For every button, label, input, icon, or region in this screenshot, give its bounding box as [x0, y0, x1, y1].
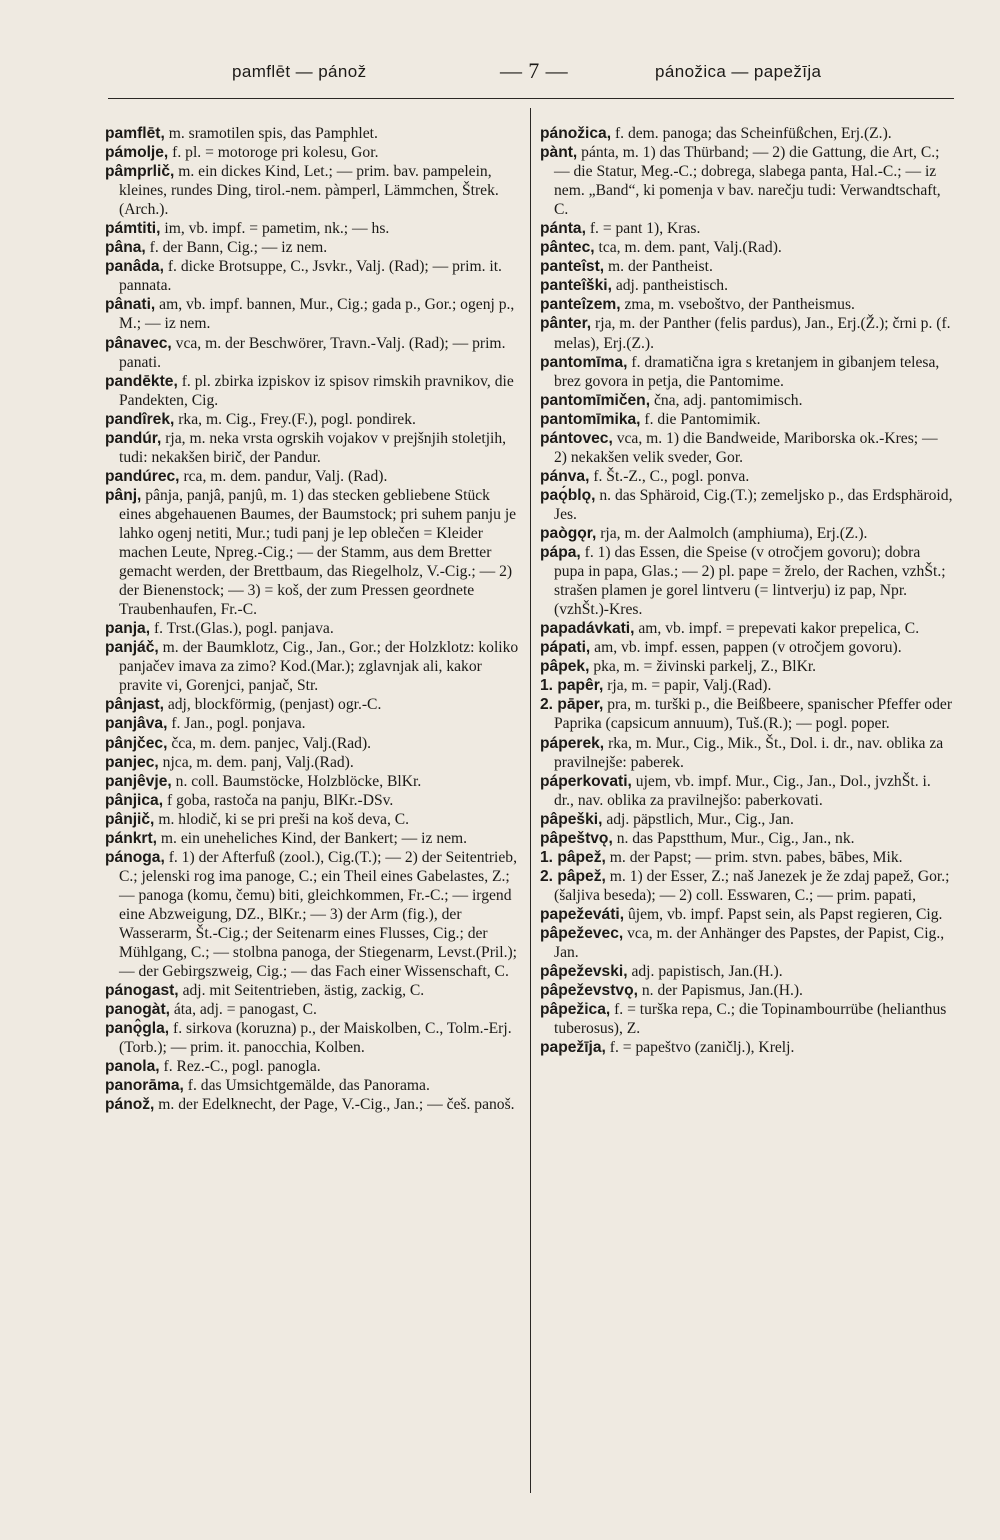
dictionary-entry: [105, 238, 519, 257]
entry-headword: pànt,: [540, 144, 578, 162]
entry-headword: pánta,: [540, 220, 586, 238]
entry-headword: papežīja,: [540, 1039, 606, 1057]
dictionary-entry: [105, 734, 519, 753]
entry-definition: n. das Sphäroid, Cig.(T.); zemeljsko p., das Erdsphäroid, Jes.: [554, 486, 953, 523]
entry-headword: pánožica,: [540, 125, 612, 142]
column-divider: [530, 108, 531, 1493]
entry-headword: panola,: [105, 1058, 160, 1076]
dictionary-entry: [540, 772, 954, 810]
entry-definition: ûjem, vb. impf. Papst sein, als Papst regieren, Cig.: [627, 905, 943, 923]
entry-headword: 1. papêr,: [540, 677, 604, 695]
entry-headword: panâda,: [105, 258, 164, 276]
entry-definition: am, vb. impf. bannen, Mur., Cig.; gada p., Gor.; ogenj p., M.; — iz nem.: [119, 296, 515, 333]
dictionary-entry: [540, 962, 954, 981]
dictionary-entry: [105, 829, 519, 848]
dictionary-entry: [540, 638, 954, 657]
dictionary-entry: [105, 486, 519, 619]
dictionary-entry: [105, 429, 519, 467]
dictionary-entry: [105, 1019, 519, 1057]
entry-headword: pánkrt,: [105, 829, 157, 847]
dictionary-entry: [105, 295, 519, 333]
entry-definition: am, vb. impf. essen, pappen (v otročjem govoru).: [594, 639, 902, 657]
entry-definition: pânja, panjâ, panjû, m. 1) das stecken gebliebene Stück eines abgehauenen Baumes, der Baumstock; pri suhem panju je lahko ogenj netiti, Mur.; tudi panj je lep oblečen = Kleider machen Leute, Npreg.-Cig.; — der Stamm, aus dem Bretter gemacht werden, der Brettbaum, das Riegelholz, V.-Cig.; — 2) der Bienenstock; — 3) = koš, der zum Pressen geordnete Traubenhaufen, Fr.-C.: [119, 486, 517, 619]
dictionary-entry: [540, 924, 954, 962]
entry-definition: f. sirkova (koruzna) p., der Maiskolben, C., Tolm.-Erj.(Torb.); — prim. it. panocchia, Kolben.: [119, 1020, 512, 1057]
entry-definition: f. dramatična igra s kretanjem in gibanjem telesa, brez govora in petja, die Pantomime.: [554, 353, 940, 390]
entry-definition: f. dem. panoga; das Scheinfüßchen, Erj.(Z.).: [614, 125, 892, 142]
dictionary-entry: [540, 429, 954, 467]
entry-headword: pámolje,: [105, 144, 169, 162]
dictionary-entry: [105, 695, 519, 714]
entry-headword: pántovec,: [540, 429, 613, 447]
entry-headword: 1. pâpež,: [540, 848, 606, 866]
entry-definition: m. der Pantheist.: [608, 258, 713, 276]
entry-definition: n. der Papismus, Jan.(H.).: [641, 982, 803, 1000]
dictionary-entry: [540, 295, 954, 314]
entry-definition: m. hlodič, ki se pri preši na koš deva, C.: [158, 810, 410, 828]
dictionary-entry: [105, 1057, 519, 1076]
dictionary-entry: [540, 829, 954, 848]
page-number: — 7 —: [500, 58, 568, 83]
entry-definition: adj. pantheistisch.: [615, 277, 729, 295]
entry-headword: panjec,: [105, 753, 159, 771]
entry-definition: adj. papistisch, Jan.(H.).: [631, 963, 783, 981]
dictionary-entry: [540, 124, 954, 143]
entry-definition: tca, m. dem. pant, Valj.(Rad).: [598, 239, 782, 257]
entry-definition: vca, m. der Beschwörer, Travn.-Valj. (Rad); — prim. panati.: [119, 334, 506, 371]
dictionary-entry: [540, 543, 954, 619]
entry-headword: pamflēt,: [105, 125, 165, 142]
dictionary-entry: [105, 810, 519, 829]
entry-definition: f. 1) das Essen, die Speise (v otročjem govoru); dobra pupa in papa, Glas.; — 2) pl. pape = žrelo, der Rachen, vzhŠt.; strašen plamen je gorel lintveru (= lintverju) iz pap, Npr.(vzhŠt.)-Kres.: [554, 544, 946, 619]
entry-headword: paògǫr,: [540, 524, 597, 542]
dictionary-entry: [105, 714, 519, 733]
entry-headword: pámtiti,: [105, 220, 161, 238]
dictionary-entry: [540, 695, 954, 733]
entry-headword: pâmprlič,: [105, 163, 175, 181]
entry-headword: pâpežica,: [540, 1001, 611, 1019]
entry-definition: rka, m. Mur., Cig., Mik., Št., Dol. i. dr., nav. oblika za pravilnejše: paberek.: [554, 734, 944, 771]
entry-definition: ujem, vb. impf. Mur., Cig., Jan., Dol., jvzhŠt. i. dr., nav. oblika za pravilnejšo: paberkovati.: [554, 772, 931, 809]
entry-definition: f goba, rastoča na panju, BlKr.-DSv.: [166, 791, 394, 809]
dictionary-entry: [540, 657, 954, 676]
entry-headword: pápati,: [540, 639, 591, 657]
entry-headword: panorāma,: [105, 1077, 184, 1095]
entry-headword: pandúr,: [105, 429, 162, 447]
entry-definition: f. Jan., pogl. ponjava.: [171, 715, 306, 733]
dictionary-entry: [105, 1000, 519, 1019]
dictionary-entry: [540, 524, 954, 543]
entry-definition: vca, m. der Anhänger des Papstes, der Papist, Cig., Jan.: [554, 924, 945, 962]
entry-definition: pka, m. = živinski parkelj, Z., BlKr.: [593, 658, 817, 676]
entry-headword: 2. pâpež,: [540, 867, 606, 885]
entry-definition: f. = papeštvo (zaničlj.), Krelj.: [609, 1039, 795, 1057]
dictionary-entry: [540, 257, 954, 276]
entry-headword: pánoga,: [105, 848, 165, 866]
entry-definition: vca, m. 1) die Bandweide, Mariborska ok.-Kres; — 2) nekakšen velik sveder, Gor.: [554, 429, 938, 466]
entry-definition: f. pl. zbirka izpiskov iz spisov rimskih pravnikov, die Pandekten, Cig.: [119, 372, 514, 409]
entry-headword: pánva,: [540, 467, 590, 485]
entry-headword: pâpeževec,: [540, 924, 624, 942]
entry-definition: áta, adj. = panogast, C.: [173, 1001, 317, 1019]
entry-definition: njca, m. dem. panj, Valj.(Rad).: [162, 753, 354, 771]
dictionary-entry: [105, 753, 519, 772]
dictionary-entry: [105, 791, 519, 810]
entry-headword: pâna,: [105, 239, 146, 257]
entry-headword: pápa,: [540, 544, 581, 562]
right-column: [540, 124, 954, 1057]
entry-headword: panja,: [105, 620, 151, 638]
dictionary-entry: [105, 334, 519, 372]
entry-headword: pâpeževski,: [540, 963, 628, 981]
entry-definition: rja, m. der Aalmolch (amphiuma), Erj.(Z.).: [600, 524, 868, 542]
entry-definition: adj, blockförmig, (penjast) ogr.-C.: [167, 696, 382, 714]
entry-definition: n. coll. Baumstöcke, Holzblöcke, BlKr.: [175, 772, 422, 790]
dictionary-entry: [105, 257, 519, 295]
entry-definition: rja, m. = papir, Valj.(Rad).: [607, 677, 772, 695]
dictionary-entry: [105, 981, 519, 1000]
dictionary-entry: [540, 676, 954, 695]
entry-definition: pánta, m. 1) das Thürband; — 2) die Gattung, die Art, C.; — die Statur, Meg.-C.; dobrega, slabega panta, Hal.-C.; — iz nem. „Band“, ki pomenja v bav. narečju tudi: Verwandtschaft, C.: [554, 144, 941, 219]
entry-definition: n. das Papstthum, Mur., Cig., Jan., nk.: [616, 829, 855, 847]
dictionary-entry: [105, 143, 519, 162]
entry-definition: adj. mit Seitentrieben, ästig, zackig, C.: [182, 982, 425, 1000]
entry-headword: pânjič,: [105, 810, 155, 828]
entry-headword: panteîški,: [540, 277, 612, 295]
dictionary-entry: [105, 772, 519, 791]
dictionary-entry: [540, 467, 954, 486]
entry-headword: pânjica,: [105, 791, 164, 809]
entry-definition: f. = pant 1), Kras.: [589, 220, 701, 238]
entry-definition: adj. päpstlich, Mur., Cig., Jan.: [606, 810, 794, 828]
entry-definition: m. ein uneheliches Kind, der Bankert; — iz nem.: [160, 829, 468, 847]
entry-definition: čna, adj. pantomimisch.: [653, 391, 803, 409]
dictionary-entry: [105, 1095, 519, 1114]
running-head-right: pánožica — papežīja: [655, 62, 822, 81]
entry-headword: pânavec,: [105, 334, 172, 352]
entry-definition: f. dicke Brotsuppe, C., Jsvkr., Valj. (Rad); — prim. it. pannata.: [119, 258, 502, 295]
entry-headword: pâpeževstvǫ,: [540, 982, 638, 1000]
entry-headword: papeževáti,: [540, 905, 625, 923]
dictionary-entry: [540, 391, 954, 410]
dictionary-entry: [105, 410, 519, 429]
dictionary-entry: [540, 848, 954, 867]
entry-headword: pânj,: [105, 486, 142, 504]
entry-headword: panǫ̂gla,: [105, 1020, 170, 1038]
entry-definition: m. ein dickes Kind, Let.; — prim. bav. pampelein, kleines, rundes Ding, tirol.-nem. pàmperl, Lämmchen, Štrek.(Arch.).: [119, 163, 499, 219]
dictionary-entry: [540, 353, 954, 391]
entry-definition: m. der Baumklotz, Cig., Jan., Gor.; der Holzklotz: koliko panjačev imava za zimo? Kod.(Mar.); zglavnjak ali, kakor pravite vi, Gorenjci, panjač, Str.: [119, 639, 519, 695]
entry-definition: rja, m. neka vrsta ogrskih vojakov v prejšnjih stoletjih, tudi: nekakšen birič, der Pandur.: [119, 429, 507, 466]
entry-headword: panjâva,: [105, 715, 168, 733]
entry-definition: rja, m. der Panther (felis pardus), Jan., Erj.(Ž.); črni p. (f. melas), Erj.(Z.).: [554, 315, 951, 352]
entry-headword: pandîrek,: [105, 410, 175, 428]
entry-definition: f. 1) der Afterfuß (zool.), Cig.(T.); — 2) der Seitentrieb, C.; jelenski rog ima panoge, C.; ein Theil eines Gabelastes, Z.; — panoga (komu, čemu) biti, gleichkommen, Fr.-C.; — irgend eine Abzweigung, DZ., BlKr.; — 3) der Arm (fig.), der Wasserarm, Št.-Cig.; der Seitenarm eines Flusses, Cig.; der Mühlgang, C.; — stolbna panoga, der Stiegenarm, Levst.(Pril.); — der Gebirgszweig, Cig.; — das Fach einer Wissenschaft, C.: [119, 848, 518, 981]
dictionary-entry: [540, 486, 954, 524]
entry-headword: pantomīmičen,: [540, 391, 651, 409]
entry-definition: f. pl. = motoroge pri kolesu, Gor.: [172, 144, 379, 162]
entry-headword: pâpeški,: [540, 810, 603, 828]
dictionary-entry: [105, 162, 519, 219]
dictionary-entry: [105, 1076, 519, 1095]
dictionary-entry: [540, 905, 954, 924]
dictionary-entry: [540, 314, 954, 352]
dictionary-entry: [105, 124, 519, 143]
entry-definition: am, vb. impf. = prepevati kakor prepelica, C.: [638, 620, 920, 638]
dictionary-entry: [540, 238, 954, 257]
entry-headword: páperkovati,: [540, 772, 632, 790]
entry-definition: m. 1) der Esser, Z.; naš Janezek je že zdaj papež, Gor.; (šaljiva beseda); — 2) coll. Esswaren, C.; — prim. papati,: [554, 867, 950, 904]
entry-definition: m. der Papst; — prim. stvn. pabes, bābes, Mik.: [609, 848, 903, 866]
entry-definition: m. der Edelknecht, der Page, V.-Cig., Jan.; — češ. panoš.: [158, 1096, 515, 1114]
entry-definition: čca, m. dem. panjec, Valj.(Rad).: [171, 734, 372, 752]
entry-definition: rca, m. dem. pandur, Valj. (Rad).: [183, 467, 388, 485]
entry-headword: pâpeštvǫ,: [540, 829, 613, 847]
entry-headword: pandúrec,: [105, 467, 180, 485]
entry-headword: pandēkte,: [105, 372, 178, 390]
entry-definition: pra, m. turški p., die Beißbeere, spanischer Pfeffer oder Paprika (capsicum annuum), Tuš.(R.); — pogl. poper.: [554, 696, 953, 733]
entry-headword: páperek,: [540, 734, 605, 752]
entry-headword: papadávkati,: [540, 620, 635, 638]
entry-headword: pánož,: [105, 1096, 155, 1114]
entry-headword: pânjčec,: [105, 734, 168, 752]
dictionary-entry: [540, 619, 954, 638]
dictionary-entry: [540, 1038, 954, 1057]
entry-headword: pânati,: [105, 296, 156, 314]
entry-definition: f. die Pantomimik.: [644, 410, 761, 428]
header-rule: [108, 98, 954, 99]
entry-definition: f. Trst.(Glas.), pogl. panjava.: [153, 620, 334, 638]
entry-headword: panteîzem,: [540, 296, 621, 314]
entry-headword: panjêvje,: [105, 772, 172, 790]
dictionary-entry: [540, 1000, 954, 1038]
dictionary-entry: [105, 467, 519, 486]
entry-headword: 2. pāper,: [540, 696, 604, 714]
dictionary-entry: [540, 219, 954, 238]
dictionary-entry: [540, 734, 954, 772]
running-head-left: pamflēt — pánož: [232, 62, 367, 81]
dictionary-entry: [105, 372, 519, 410]
entry-headword: panogàt,: [105, 1001, 170, 1019]
entry-definition: f. das Umsichtgemälde, das Panorama.: [187, 1077, 430, 1095]
entry-headword: pânjast,: [105, 696, 164, 714]
entry-definition: f. Rez.-C., pogl. panogla.: [163, 1058, 321, 1076]
entry-definition: im, vb. impf. = pametim, nk.; — hs.: [164, 220, 390, 238]
left-column: [105, 124, 519, 1114]
entry-headword: panjáč,: [105, 639, 159, 657]
entry-headword: pântec,: [540, 239, 595, 257]
dictionary-entry: [540, 867, 954, 905]
dictionary-entry: [105, 219, 519, 238]
entry-definition: m. sramotilen spis, das Pamphlet.: [168, 125, 378, 142]
entry-definition: f. = turška repa, C.; die Topinambourrübe (helianthus tuberosus), Z.: [554, 1001, 947, 1038]
dictionary-entry: [540, 410, 954, 429]
dictionary-entry: [105, 638, 519, 695]
entry-headword: paǫ́blǫ,: [540, 486, 596, 504]
entry-headword: panteîst,: [540, 258, 605, 276]
entry-headword: pâpek,: [540, 658, 590, 676]
dictionary-entry: [540, 981, 954, 1000]
dictionary-entry: [540, 143, 954, 219]
entry-definition: f. der Bann, Cig.; — iz nem.: [149, 239, 328, 257]
entry-headword: pantomīma,: [540, 353, 628, 371]
dictionary-entry: [540, 810, 954, 829]
entry-definition: rka, m. Cig., Frey.(F.), pogl. pondirek.: [178, 410, 416, 428]
dictionary-entry: [105, 848, 519, 981]
entry-headword: pánogast,: [105, 982, 179, 1000]
entry-headword: pânter,: [540, 315, 592, 333]
dictionary-entry: [540, 276, 954, 295]
entry-definition: zma, m. vseboštvo, der Pantheismus.: [624, 296, 855, 314]
dictionary-entry: [105, 619, 519, 638]
entry-definition: f. Št.-Z., C., pogl. ponva.: [593, 467, 750, 485]
entry-headword: pantomīmika,: [540, 410, 641, 428]
